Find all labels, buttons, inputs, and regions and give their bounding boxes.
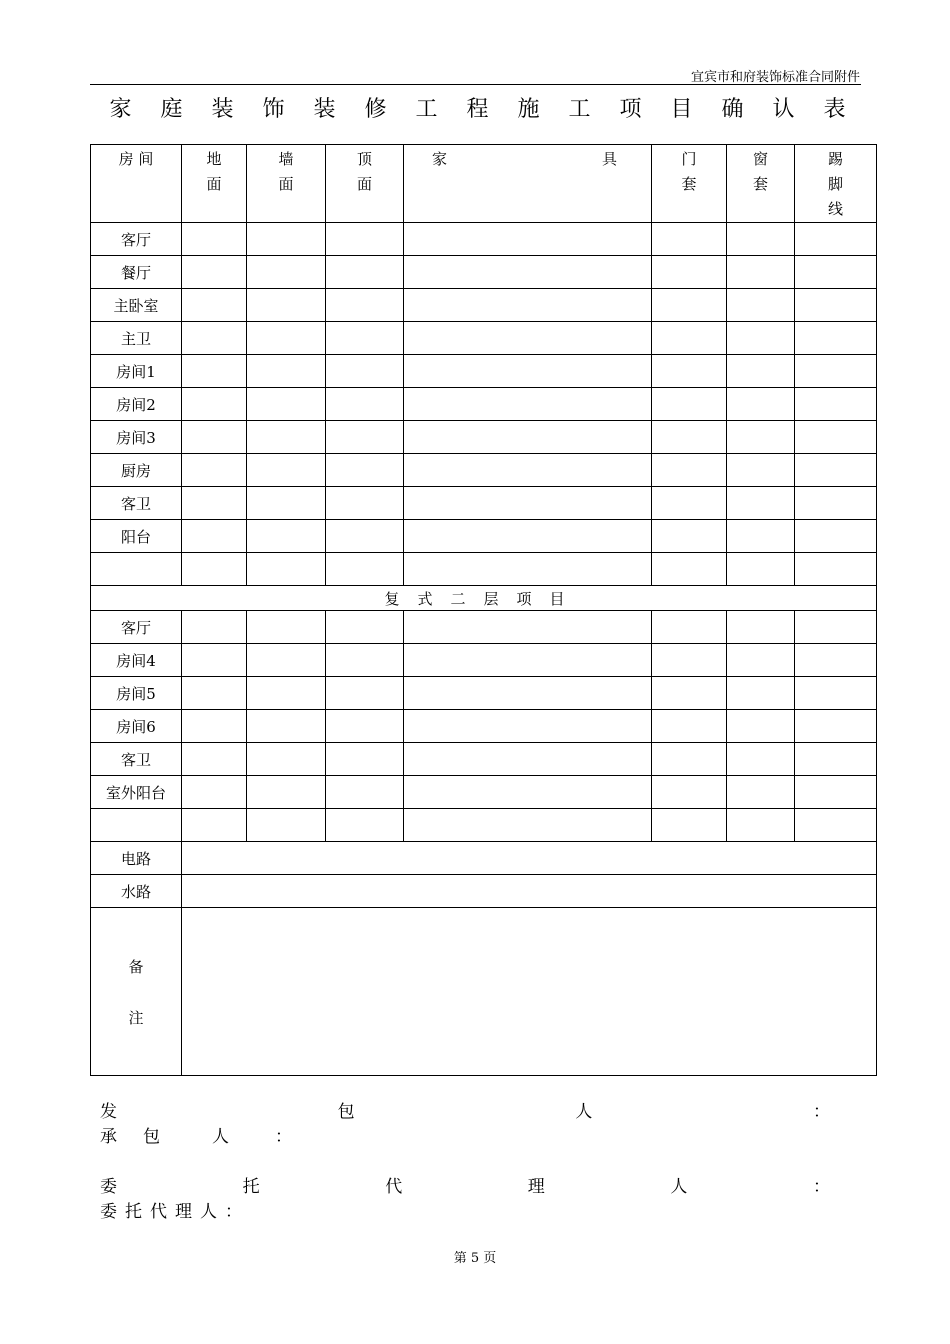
- circuit-label: 电路: [91, 842, 182, 875]
- window-frame-cell: [727, 520, 795, 553]
- table-row: [91, 388, 877, 421]
- door-frame-cell: [652, 553, 727, 586]
- window-frame-cell: [727, 223, 795, 256]
- skirting-cell: [795, 322, 877, 355]
- door-frame-cell: [652, 710, 727, 743]
- ceiling-cell: [326, 553, 404, 586]
- furniture-cell: [404, 256, 652, 289]
- floor-cell: [182, 553, 247, 586]
- skirting-cell: [795, 421, 877, 454]
- signature-contractor-owner: 发 包 人 ：: [100, 1102, 830, 1122]
- skirting-cell: [795, 611, 877, 644]
- floor-cell: [182, 388, 247, 421]
- skirting-cell: [795, 388, 877, 421]
- window-frame-cell: [727, 322, 795, 355]
- ceiling-cell: [326, 710, 404, 743]
- table-row: [91, 421, 877, 454]
- col-header-furniture: 家 具: [404, 145, 652, 223]
- ceiling-cell: [326, 677, 404, 710]
- wall-cell: [247, 421, 326, 454]
- room-cell: 阳台: [91, 520, 182, 553]
- door-frame-cell: [652, 289, 727, 322]
- furniture-cell: [404, 743, 652, 776]
- window-frame-cell: [727, 809, 795, 842]
- room-cell: 客厅: [91, 223, 182, 256]
- room-cell: 餐厅: [91, 256, 182, 289]
- window-frame-cell: [727, 421, 795, 454]
- door-frame-cell: [652, 487, 727, 520]
- wall-cell: [247, 223, 326, 256]
- ceiling-cell: [326, 388, 404, 421]
- section-title: 复式二层项目: [91, 586, 877, 611]
- room-cell: 室外阳台: [91, 776, 182, 809]
- furniture-cell: [404, 776, 652, 809]
- furniture-cell: [404, 644, 652, 677]
- furniture-cell: [404, 421, 652, 454]
- table-row: [91, 256, 877, 289]
- confirmation-table: [90, 144, 877, 1076]
- col-header-room: 房 间: [91, 145, 182, 223]
- table-header-row: [91, 145, 877, 223]
- signature-contractor: 承 包 人 ：: [100, 1127, 292, 1147]
- window-frame-cell: [727, 454, 795, 487]
- window-frame-cell: [727, 776, 795, 809]
- window-frame-cell: [727, 611, 795, 644]
- room-cell: [91, 809, 182, 842]
- table-row: [91, 743, 877, 776]
- table-row: [91, 644, 877, 677]
- window-frame-cell: [727, 644, 795, 677]
- room-cell: 房间5: [91, 677, 182, 710]
- wall-cell: [247, 487, 326, 520]
- furniture-cell: [404, 487, 652, 520]
- ceiling-cell: [326, 256, 404, 289]
- door-frame-cell: [652, 223, 727, 256]
- plumbing-row: [91, 875, 877, 908]
- skirting-cell: [795, 355, 877, 388]
- table-row: [91, 553, 877, 586]
- skirting-cell: [795, 743, 877, 776]
- skirting-cell: [795, 520, 877, 553]
- room-cell: 厨房: [91, 454, 182, 487]
- furniture-cell: [404, 388, 652, 421]
- room-cell: 客卫: [91, 743, 182, 776]
- window-frame-cell: [727, 289, 795, 322]
- furniture-cell: [404, 289, 652, 322]
- ceiling-cell: [326, 809, 404, 842]
- wall-cell: [247, 644, 326, 677]
- room-cell: 客卫: [91, 487, 182, 520]
- skirting-cell: [795, 677, 877, 710]
- wall-cell: [247, 677, 326, 710]
- wall-cell: [247, 553, 326, 586]
- plumbing-label: 水路: [91, 875, 182, 908]
- window-frame-cell: [727, 677, 795, 710]
- room-cell: [91, 553, 182, 586]
- remarks-value: [182, 908, 877, 1076]
- door-frame-cell: [652, 776, 727, 809]
- ceiling-cell: [326, 289, 404, 322]
- wall-cell: [247, 611, 326, 644]
- remarks-label: [91, 908, 182, 1076]
- ceiling-cell: [326, 454, 404, 487]
- ceiling-cell: [326, 743, 404, 776]
- plumbing-value: [182, 875, 877, 908]
- table-row: [91, 322, 877, 355]
- window-frame-cell: [727, 487, 795, 520]
- furniture-cell: [404, 454, 652, 487]
- circuit-value: [182, 842, 877, 875]
- floor-cell: [182, 256, 247, 289]
- floor-cell: [182, 520, 247, 553]
- ceiling-cell: [326, 520, 404, 553]
- section-row: [91, 586, 877, 611]
- floor-cell: [182, 454, 247, 487]
- furniture-cell: [404, 710, 652, 743]
- skirting-cell: [795, 644, 877, 677]
- room-cell: 房间6: [91, 710, 182, 743]
- door-frame-cell: [652, 644, 727, 677]
- window-frame-cell: [727, 553, 795, 586]
- ceiling-cell: [326, 644, 404, 677]
- wall-cell: [247, 743, 326, 776]
- ceiling-cell: [326, 611, 404, 644]
- wall-cell: [247, 809, 326, 842]
- door-frame-cell: [652, 520, 727, 553]
- skirting-cell: [795, 256, 877, 289]
- skirting-cell: [795, 289, 877, 322]
- page-title: 家 庭 装 饰 装 修 工 程 施 工 项 目 确 认 表: [109, 97, 857, 122]
- remarks-char: 注: [128, 1008, 144, 1027]
- signature-agent-1: 委 托 代 理 人 ：: [100, 1177, 830, 1197]
- window-frame-cell: [727, 355, 795, 388]
- floor-cell: [182, 355, 247, 388]
- room-cell: 房间1: [91, 355, 182, 388]
- table-row: [91, 677, 877, 710]
- table-row: [91, 776, 877, 809]
- skirting-cell: [795, 487, 877, 520]
- table-row: [91, 454, 877, 487]
- furniture-cell: [404, 355, 652, 388]
- wall-cell: [247, 289, 326, 322]
- col-header-skirting: 踢 脚 线: [795, 145, 877, 223]
- room-cell: 客厅: [91, 611, 182, 644]
- wall-cell: [247, 388, 326, 421]
- room-cell: 房间2: [91, 388, 182, 421]
- door-frame-cell: [652, 743, 727, 776]
- ceiling-cell: [326, 487, 404, 520]
- door-frame-cell: [652, 809, 727, 842]
- ceiling-cell: [326, 421, 404, 454]
- remarks-row: [91, 908, 877, 1076]
- door-frame-cell: [652, 256, 727, 289]
- page-number: 第 5 页: [453, 1251, 497, 1266]
- floor-cell: [182, 710, 247, 743]
- col-header-ceiling: 顶 面: [326, 145, 404, 223]
- door-frame-cell: [652, 388, 727, 421]
- furniture-cell: [404, 520, 652, 553]
- table-row: [91, 809, 877, 842]
- signature-agent-2: 委 托 代 理 人 ：: [100, 1202, 242, 1222]
- door-frame-cell: [652, 355, 727, 388]
- furniture-cell: [404, 809, 652, 842]
- floor-cell: [182, 611, 247, 644]
- wall-cell: [247, 776, 326, 809]
- table-row: [91, 520, 877, 553]
- furniture-cell: [404, 553, 652, 586]
- table-row: [91, 487, 877, 520]
- floor-cell: [182, 223, 247, 256]
- ceiling-cell: [326, 223, 404, 256]
- room-cell: 主卧室: [91, 289, 182, 322]
- furniture-cell: [404, 322, 652, 355]
- wall-cell: [247, 256, 326, 289]
- skirting-cell: [795, 776, 877, 809]
- wall-cell: [247, 710, 326, 743]
- floor-cell: [182, 322, 247, 355]
- ceiling-cell: [326, 776, 404, 809]
- floor-cell: [182, 776, 247, 809]
- door-frame-cell: [652, 322, 727, 355]
- window-frame-cell: [727, 388, 795, 421]
- floor-cell: [182, 743, 247, 776]
- door-frame-cell: [652, 454, 727, 487]
- floor-cell: [182, 487, 247, 520]
- circuit-row: [91, 842, 877, 875]
- ceiling-cell: [326, 355, 404, 388]
- furniture-cell: [404, 677, 652, 710]
- remarks-char: 备: [128, 957, 144, 976]
- floor-cell: [182, 289, 247, 322]
- table-row: [91, 223, 877, 256]
- floor-cell: [182, 644, 247, 677]
- col-header-wall: 墙 面: [247, 145, 326, 223]
- furniture-cell: [404, 223, 652, 256]
- room-cell: 房间3: [91, 421, 182, 454]
- floor-cell: [182, 421, 247, 454]
- window-frame-cell: [727, 743, 795, 776]
- door-frame-cell: [652, 611, 727, 644]
- room-cell: 主卫: [91, 322, 182, 355]
- floor-cell: [182, 677, 247, 710]
- col-header-window-frame: 窗 套: [727, 145, 795, 223]
- wall-cell: [247, 520, 326, 553]
- table-row: [91, 289, 877, 322]
- table-row: [91, 611, 877, 644]
- skirting-cell: [795, 809, 877, 842]
- floor-cell: [182, 809, 247, 842]
- door-frame-cell: [652, 421, 727, 454]
- col-header-door-frame: 门 套: [652, 145, 727, 223]
- table-row: [91, 355, 877, 388]
- skirting-cell: [795, 553, 877, 586]
- door-frame-cell: [652, 677, 727, 710]
- wall-cell: [247, 322, 326, 355]
- skirting-cell: [795, 710, 877, 743]
- room-cell: 房间4: [91, 644, 182, 677]
- skirting-cell: [795, 454, 877, 487]
- wall-cell: [247, 454, 326, 487]
- wall-cell: [247, 355, 326, 388]
- table-row: [91, 710, 877, 743]
- window-frame-cell: [727, 710, 795, 743]
- col-header-floor: 地 面: [182, 145, 247, 223]
- furniture-cell: [404, 611, 652, 644]
- header-note: 宜宾市和府装饰标准合同附件: [690, 70, 860, 85]
- ceiling-cell: [326, 322, 404, 355]
- window-frame-cell: [727, 256, 795, 289]
- header-divider: [90, 84, 861, 85]
- skirting-cell: [795, 223, 877, 256]
